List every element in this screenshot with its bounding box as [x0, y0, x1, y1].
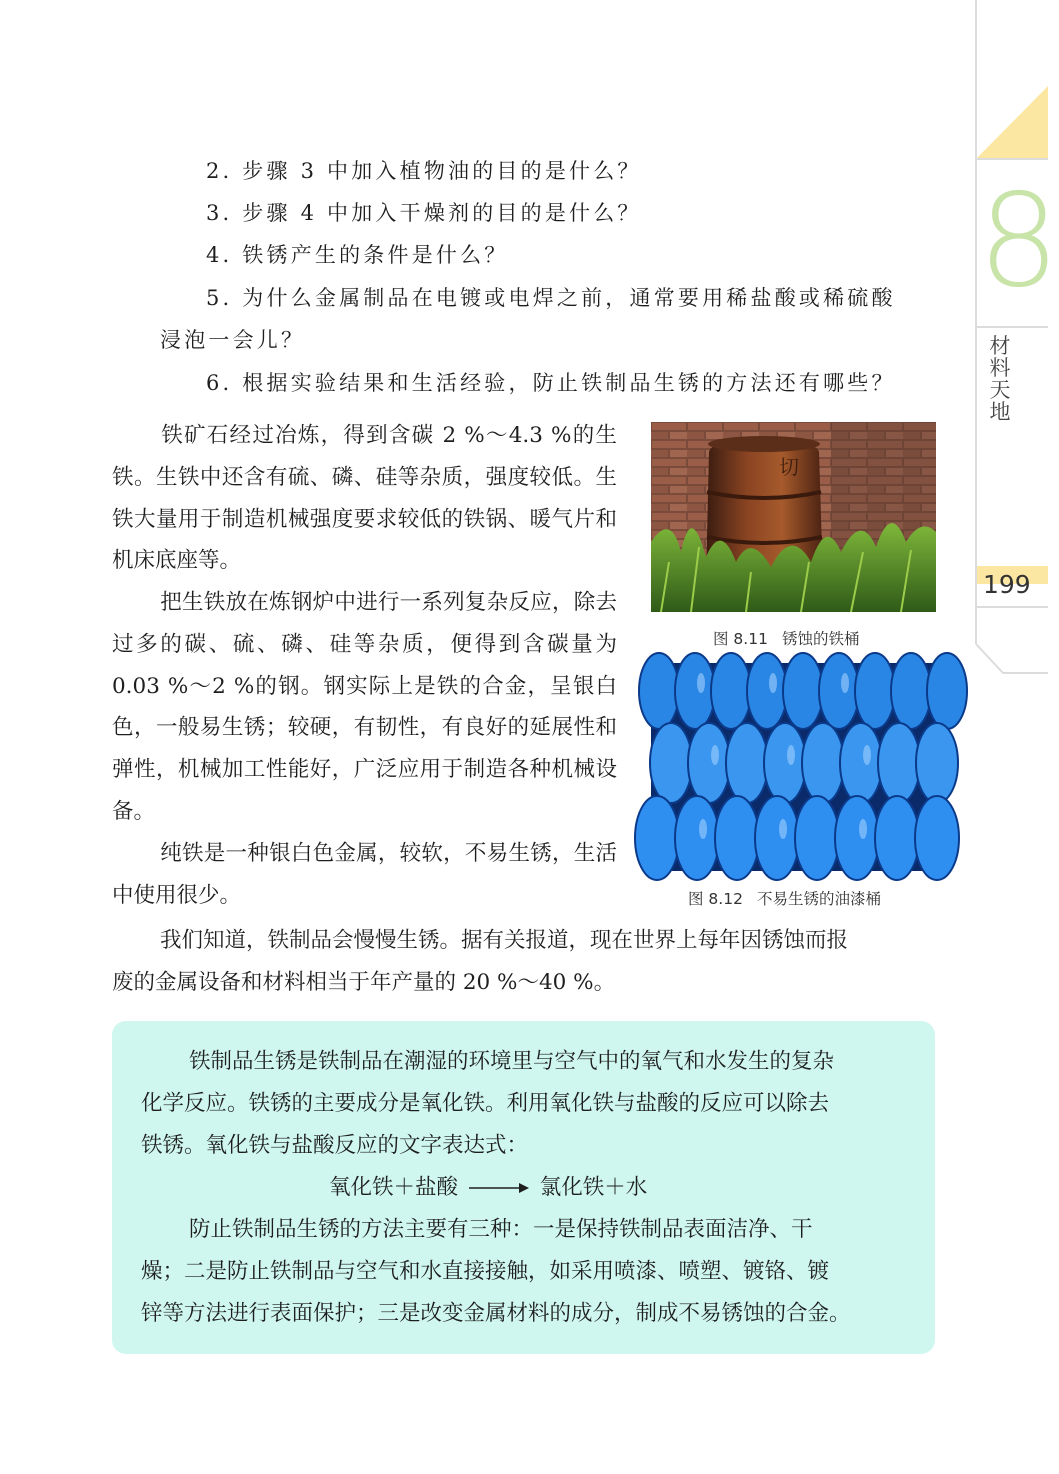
question-2: 2. 步骤 3 中加入植物油的目的是什么？ — [206, 159, 642, 183]
question-6: 6. 根据实验结果和生活经验，防止铁制品生锈的方法还有哪些？ — [206, 371, 896, 395]
equation-reactants: 氧化铁＋盐酸 — [329, 1175, 459, 1200]
box-line-2: 化学反应。铁锈的主要成分是氧化铁。利用氧化铁与盐酸的反应可以除去 — [141, 1091, 830, 1116]
tab-divider — [977, 326, 1048, 328]
knowledge-box — [112, 1021, 935, 1354]
paragraph-corrosion-line-2: 废的金属设备和材料相当于年产量的 20 %～40 %。 — [112, 970, 616, 995]
figure-number: 图 8.11 — [713, 630, 768, 648]
equation-products: 氯化铁＋水 — [539, 1175, 648, 1200]
box-line-1: 铁制品生锈是铁制品在潮湿的环境里与空气中的氧气和水发生的复杂 — [189, 1049, 835, 1074]
svg-text:切: 切 — [779, 455, 799, 479]
paragraph-corrosion-line-1: 我们知道，铁制品会慢慢生锈。据有关报道，现在世界上每年因锈蚀而报 — [160, 928, 849, 953]
paragraph-pure-iron: 纯铁是一种银白色金属，较软，不易生锈，生活中使用很少。 — [112, 841, 617, 908]
paragraph-pig-iron: 铁矿石经过冶炼，得到含碳 2 %～4.3 %的生铁。生铁中还含有硫、磷、硅等杂质，强度较低。生铁大量用于制造机械强度要求较低的铁锅、暖气片和机床底座等。 — [112, 423, 617, 574]
tab-divider — [977, 158, 1048, 160]
figure-8-11-caption — [713, 627, 859, 649]
question-3: 3. 步骤 4 中加入干燥剂的目的是什么？ — [206, 201, 642, 225]
blue-barrels-photo — [651, 663, 936, 871]
tab-corner-triangle — [977, 80, 1048, 160]
tab-divider — [977, 606, 1048, 608]
page-number: 199 — [983, 570, 1031, 599]
figure-number: 图 8.12 — [688, 890, 743, 908]
figure-caption-text: 不易生锈的油漆桶 — [756, 890, 881, 908]
question-5: 5. 为什么金属制品在电镀或电焊之前，通常要用稀盐酸或稀硫酸 — [206, 286, 896, 310]
chapter-number: 8 — [978, 167, 1059, 316]
reaction-arrow-icon — [467, 1181, 531, 1195]
question-4: 4. 铁锈产生的条件是什么？ — [206, 243, 509, 267]
figure-8-12-caption — [688, 887, 881, 909]
word-equation — [329, 1177, 647, 1199]
box-line-3: 铁锈。氧化铁与盐酸反应的文字表达式： — [141, 1133, 529, 1158]
paragraph-steel: 把生铁放在炼钢炉中进行一系列复杂反应，除去过多的碳、硫、磷、硅等杂质，便得到含碳量为 0.03 %～2 %的钢。钢实际上是铁的合金，呈银白色，一般易生锈；较硬，有韧性，有良好的延展性和弹性，机械加工性能好，广泛应用于制造各种机械设备。 — [112, 590, 617, 824]
chapter-title: 材料天地 — [989, 334, 1011, 424]
tab-bottom-edge — [975, 640, 1048, 676]
question-5-continued: 浸泡一会儿？ — [160, 328, 306, 352]
box-line-5: 燥；二是防止铁制品与空气和水直接接触，如采用喷漆、喷塑、镀铬、镀 — [141, 1259, 830, 1284]
box-line-6: 锌等方法进行表面保护；三是改变金属材料的成分，制成不易锈蚀的合金。 — [141, 1301, 851, 1326]
rusty-barrel-photo — [651, 422, 936, 612]
figure-caption-text: 锈蚀的铁桶 — [781, 630, 860, 648]
box-line-4: 防止铁制品生锈的方法主要有三种：一是保持铁制品表面洁净、干 — [189, 1217, 813, 1242]
